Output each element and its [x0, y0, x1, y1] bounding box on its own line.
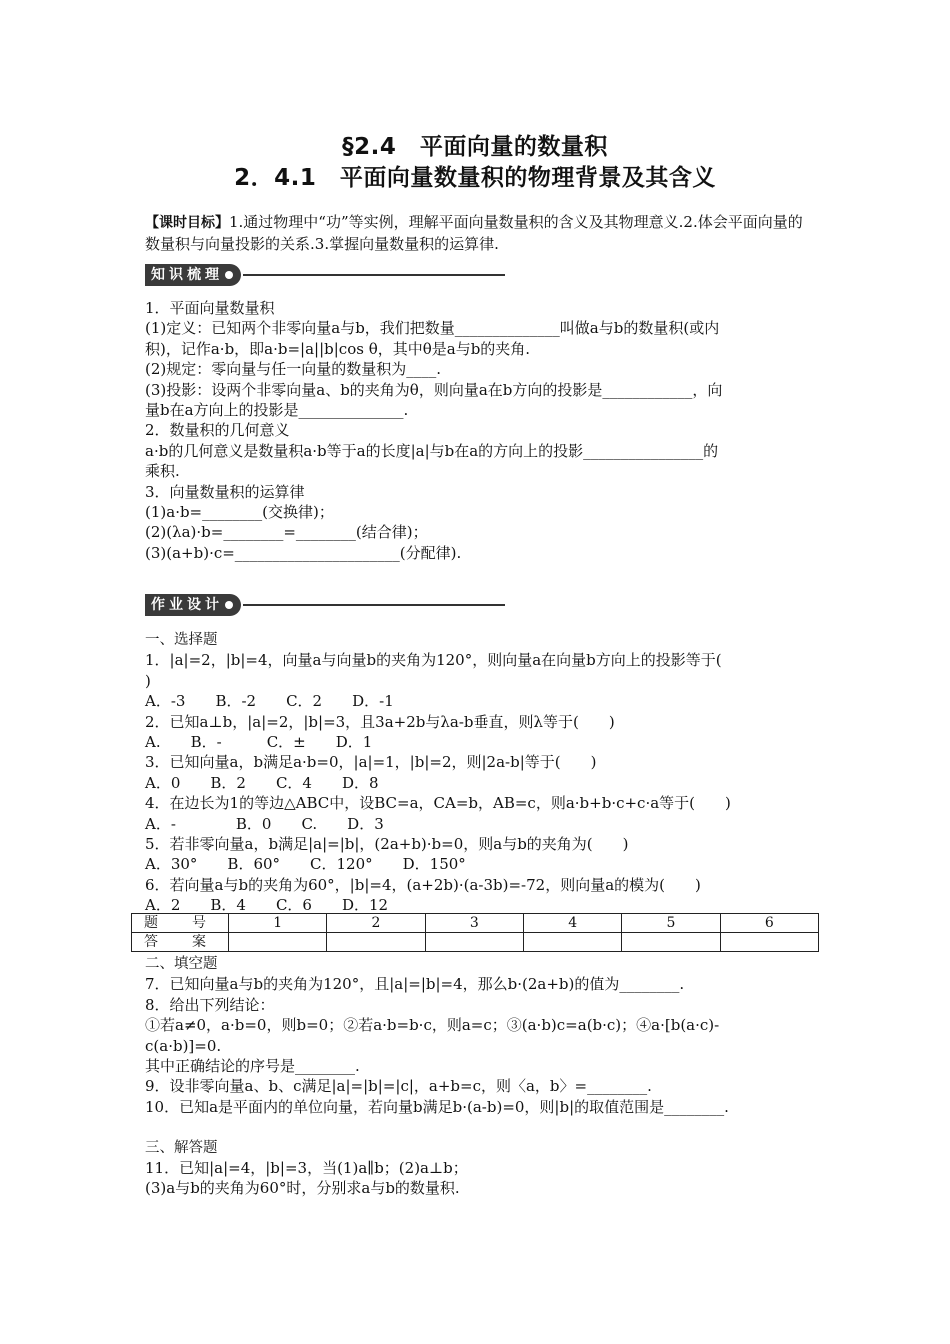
knowledge-line: (2)规定：零向量与任一向量的数量积为____.	[145, 360, 442, 379]
knowledge-banner-label: 知识梳理	[145, 264, 241, 286]
blank-line	[145, 1117, 805, 1137]
question-line: 11．已知|a|=4，|b|=3，当(1)a∥b；(2)a⊥b；	[145, 1159, 468, 1178]
banner-rule	[243, 604, 505, 606]
goal-text: 1.通过物理中“功”等实例，理解平面向量数量积的含义及其物理意义.2.体会平面向量的数量积与向量投影的关系.3.掌握向量数量积的运算律.	[145, 213, 803, 253]
knowledge-line: 1．平面向量数量积	[145, 299, 275, 317]
question-line: ①若a≠0，a·b=0，则b=0；②若a·b=b·c，则a=c；③(a·b)c=a(b·c)；④a·[b(a·c)-	[145, 1016, 720, 1035]
question-line: 3．已知向量a，b满足a·b=0，|a|=1，|b|=2，则|2a-b|等于( )	[145, 753, 597, 772]
question-line: )	[145, 671, 151, 690]
knowledge-line: (3)投影：设两个非零向量a、b的夹角为θ，则向量a在b方向的投影是____________，向	[145, 380, 723, 399]
bullet-dot-icon	[225, 271, 233, 279]
banner-rule	[243, 274, 505, 276]
options-line: A．30° B．60° C．120° D．150°	[145, 855, 466, 874]
homework-banner	[145, 594, 505, 616]
section-title: §2.4 平面向量的数量积	[342, 134, 608, 160]
answer-cell[interactable]	[523, 933, 621, 952]
question-line: 5．若非零向量a，b满足|a|=|b|，(2a+b)·b=0，则a与b的夹角为( )	[145, 835, 629, 854]
question-line: 7．已知向量a与b的夹角为120°，且|a|=|b|=4，那么b·(2a+b)的值为________.	[145, 975, 685, 994]
knowledge-line: a·b的几何意义是数量积a·b等于a的长度|a|与b在a的方向上的投影________________的	[145, 441, 719, 460]
answer-cell[interactable]	[327, 933, 425, 952]
options-line: A. B．- C．± D．1	[145, 733, 373, 752]
section-heading: 三、解答题	[145, 1139, 218, 1156]
options-line: A．-3 B．-2 C．2 D．-1	[145, 692, 394, 711]
question-line: 4．在边长为1的等边△ABC中，设BC=a，CA=b，AB=c，则a·b+b·c+c·a等于( )	[145, 794, 731, 813]
answer-cell[interactable]	[622, 933, 720, 952]
knowledge-line: 量b在a方向上的投影是______________.	[145, 401, 409, 420]
question-number-cell: 6	[720, 914, 818, 933]
knowledge-banner	[145, 264, 505, 286]
answer-cell[interactable]	[229, 933, 327, 952]
question-line: 10．已知a是平面内的单位向量，若向量b满足b·(a-b)=0，则|b|的取值范围是________.	[145, 1097, 729, 1116]
lesson-goals	[145, 212, 805, 255]
knowledge-line: 2．数量积的几何意义	[145, 421, 290, 440]
options-line: A．0 B．2 C．4 D．8	[145, 773, 379, 792]
knowledge-line: 乘积.	[145, 462, 180, 481]
answer-table	[131, 913, 819, 952]
question-line: 9．设非零向量a、b、c满足|a|=|b|=|c|，a+b=c，则〈a，b〉=________.	[145, 1077, 652, 1096]
table-row	[132, 914, 819, 933]
question-line: 2．已知a⊥b，|a|=2，|b|=3，且3a+2b与λa-b垂直，则λ等于( )	[145, 712, 615, 731]
fill-and-solve-questions	[145, 954, 805, 1199]
question-line: c(a·b)]=0.	[145, 1036, 222, 1055]
knowledge-section	[145, 298, 805, 563]
question-number-cell: 2	[327, 914, 425, 933]
options-line: A．- B．0 C. D．3	[145, 814, 384, 833]
knowledge-line: 积)，记作a·b，即a·b=|a||b|cos θ，其中θ是a与b的夹角.	[145, 339, 531, 358]
bullet-dot-icon	[225, 601, 233, 609]
goal-tag: 【课时目标】	[145, 215, 229, 231]
options-line: A．2 B．4 C．6 D．12	[145, 896, 389, 915]
question-line: 8．给出下列结论：	[145, 995, 275, 1014]
question-line: 6．若向量a与b的夹角为60°，|b|=4，(a+2b)·(a-3b)=-72，则向量a的模为( )	[145, 875, 701, 894]
answer-cell[interactable]	[720, 933, 818, 952]
knowledge-line: (1)a·b=________(交换律)；	[145, 503, 334, 522]
knowledge-line: 3．向量数量积的运算律	[145, 482, 305, 501]
question-number-cell: 4	[523, 914, 621, 933]
knowledge-line: (3)(a+b)·c=______________________(分配律).	[145, 543, 462, 562]
choice-questions	[145, 630, 805, 916]
table-row	[132, 933, 819, 952]
knowledge-line: (1)定义：已知两个非零向量a与b，我们把数量______________叫做a与b的数量积(或内	[145, 319, 720, 338]
question-number-cell: 1	[229, 914, 327, 933]
question-number-cell: 3	[425, 914, 523, 933]
question-number-cell: 5	[622, 914, 720, 933]
homework-banner-label: 作业设计	[145, 594, 241, 616]
question-line: (3)a与b的夹角为60°时，分别求a与b的数量积.	[145, 1179, 460, 1198]
question-line: 1．|a|=2，|b|=4，向量a与向量b的夹角为120°，则向量a在向量b方向上的投影等于(	[145, 651, 722, 670]
table-row-label: 答 案	[132, 933, 229, 952]
answer-cell[interactable]	[425, 933, 523, 952]
table-row-label: 题 号	[132, 914, 229, 933]
section-heading: 二、填空题	[145, 956, 218, 972]
section-heading: 一、选择题	[145, 632, 218, 648]
question-line: 其中正确结论的序号是________.	[145, 1057, 360, 1076]
subsection-title: 2．4.1 平面向量数量积的物理背景及其含义	[234, 165, 716, 191]
knowledge-line: (2)(λa)·b=________=________(结合律)；	[145, 523, 428, 542]
